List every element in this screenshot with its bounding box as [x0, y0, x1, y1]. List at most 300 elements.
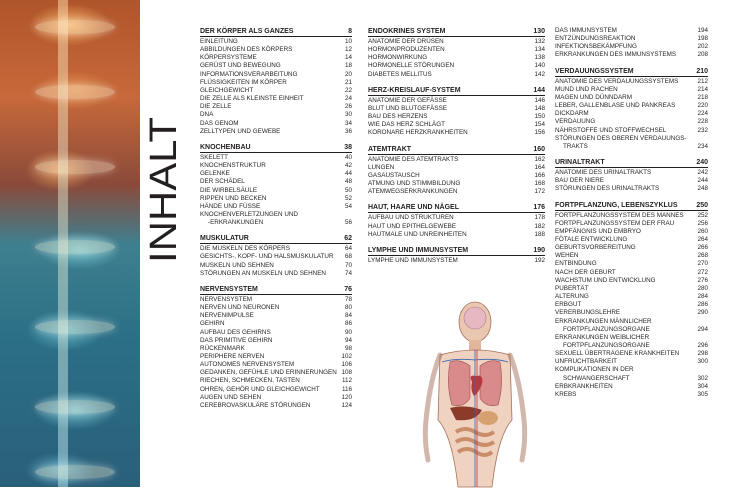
- stomach-shape: [478, 411, 498, 425]
- entry-page-number: 266: [697, 244, 708, 252]
- entry-title: GELENKE: [200, 170, 230, 178]
- toc-chapter-heading[interactable]: [200, 27, 352, 37]
- entry-page-number: 12: [344, 46, 352, 54]
- entry-title: FORTPFLANZUNGSSYSTEM DES MANNES: [555, 211, 684, 219]
- toc-entry[interactable]: [555, 78, 708, 86]
- chapter-page-number: 176: [533, 204, 545, 212]
- toc-entry[interactable]: [368, 223, 545, 231]
- entry-title: RIPPEN UND BECKEN: [200, 194, 267, 202]
- toc-chapter-heading[interactable]: [368, 203, 545, 213]
- entry-page-number: 48: [344, 178, 352, 186]
- entry-page-number: 102: [341, 353, 352, 360]
- entry-title: PERIPHERE NERVEN: [200, 353, 265, 360]
- entry-page-number: 44: [344, 170, 352, 178]
- entry-page-number: 260: [697, 227, 708, 235]
- entry-title: GASAUSTAUSCH: [368, 171, 420, 179]
- toc-entry[interactable]: [200, 320, 352, 328]
- entry-page-number: 228: [697, 118, 708, 126]
- entry-page-number: 276: [697, 276, 708, 284]
- toc-entry[interactable]: [200, 219, 352, 227]
- brain-shape: [464, 307, 486, 329]
- chapter-page-number: 210: [696, 67, 708, 75]
- entry-title: STÖRUNGEN DES URINALTRAKTS: [555, 185, 660, 193]
- entry-page-number: 70: [344, 261, 352, 269]
- toc-entry[interactable]: [200, 211, 352, 219]
- entry-title: ATMUNG UND STIMMBILDUNG: [368, 180, 461, 188]
- toc-entry[interactable]: [555, 342, 708, 350]
- entry-page-number: 198: [697, 35, 708, 43]
- entry-title: STÖRUNGEN DES OBEREN VERDAUUNGS-: [555, 134, 687, 142]
- entry-page-number: 74: [344, 269, 352, 277]
- entry-page-number: 68: [344, 253, 352, 261]
- chapter-page-number: 190: [533, 246, 545, 254]
- chapter-page-number: 160: [533, 145, 545, 153]
- entry-page-number: 30: [344, 111, 352, 119]
- vertebra: [35, 20, 115, 34]
- toc-section: [200, 285, 352, 410]
- vertebra: [35, 240, 115, 254]
- entry-title: RIECHEN, SCHMECKEN, TASTEN: [200, 377, 300, 385]
- toc-section: [368, 203, 545, 238]
- toc-entry[interactable]: [200, 103, 352, 111]
- entry-page-number: 18: [344, 62, 352, 70]
- anatomy-illustration: [420, 300, 530, 487]
- toc-entry[interactable]: [555, 326, 708, 334]
- toc-chapter-heading[interactable]: [368, 27, 545, 37]
- toc-entry[interactable]: [200, 253, 352, 261]
- entry-title: INFEKTIONSBEKÄMPFUNG: [555, 43, 637, 51]
- toc-entry[interactable]: [555, 350, 708, 358]
- entry-page-number: 116: [341, 385, 352, 393]
- page-title-text: INHALT: [143, 130, 185, 263]
- entry-page-number: 268: [697, 252, 708, 260]
- entry-title: ERKRANKUNGEN DES IMMUNSYSTEMS: [555, 51, 677, 59]
- toc-chapter-heading[interactable]: [555, 67, 708, 77]
- toc-entry[interactable]: [555, 43, 708, 51]
- entry-title: ABBILDUNGEN DES KÖRPERS: [200, 46, 293, 54]
- entry-page-number: 84: [344, 312, 352, 320]
- toc-entry[interactable]: [555, 212, 708, 220]
- toc-entry[interactable]: [200, 353, 352, 361]
- toc-entry[interactable]: [200, 95, 352, 103]
- entry-title: DAS IMMUNSYSTEM: [555, 27, 617, 34]
- entry-page-number: 280: [697, 284, 708, 292]
- entry-title: ANATOMIE DES URINALTRAKTS: [555, 169, 652, 177]
- entry-title: HORMONELLE STÖRUNGEN: [368, 62, 455, 70]
- entry-title: FORTPFLANZUNGSORGANE: [563, 325, 650, 333]
- toc-column-3: [555, 27, 708, 406]
- chapter-title: ENDOKRINES SYSTEM: [368, 28, 446, 35]
- entry-title: HORMONPRODUZENTEN: [368, 46, 445, 54]
- spine-xray-photo: [0, 0, 140, 487]
- toc-entry[interactable]: [200, 187, 352, 195]
- toc-entry[interactable]: [555, 102, 708, 110]
- entry-page-number: 40: [344, 153, 352, 161]
- entry-title: ERKRANKUNGEN WEIBLICHER: [555, 333, 650, 341]
- entry-page-number: 182: [534, 222, 545, 230]
- entry-title: ATEMWEGSERKRANKUNGEN: [368, 188, 458, 196]
- toc-entry[interactable]: [200, 270, 352, 278]
- entry-title: AUFBAU DES GEHIRNS: [200, 328, 271, 336]
- entry-title: VERDAUUNG: [555, 118, 596, 126]
- toc-chapter-heading[interactable]: [368, 145, 545, 155]
- entry-page-number: 56: [344, 219, 352, 227]
- entry-title: HAUTMALE UND UNREINHEITEN: [368, 230, 467, 238]
- toc-entry[interactable]: [555, 228, 708, 236]
- entry-page-number: 300: [697, 358, 708, 366]
- toc-chapter-heading[interactable]: [200, 285, 352, 295]
- entry-title: INFORMATIONSVERARBEITUNG: [200, 70, 298, 78]
- entry-title: RÜCKENMARK: [200, 344, 245, 352]
- vertebra: [35, 85, 115, 99]
- toc-section: [555, 158, 708, 193]
- chapter-page-number: 250: [696, 201, 708, 209]
- toc-entry[interactable]: [555, 269, 708, 277]
- toc-section: [368, 145, 545, 197]
- entry-title: DIE ZELLE ALS KLEINSTE EINHEIT: [200, 95, 304, 103]
- toc-section: [200, 234, 352, 278]
- entry-title: HÄNDE UND FÜSSE: [200, 202, 261, 210]
- toc-entry[interactable]: [555, 220, 708, 228]
- entry-page-number: 106: [341, 361, 352, 369]
- vertebra: [35, 465, 115, 479]
- toc-entry[interactable]: [555, 244, 708, 252]
- toc-entry[interactable]: [200, 304, 352, 312]
- entry-title: ZELLTYPEN UND GEWEBE: [200, 127, 281, 135]
- entry-title: ANATOMIE DER DRÜSEN: [368, 38, 444, 45]
- entry-title: DER SCHÄDEL: [200, 178, 245, 186]
- toc-entry[interactable]: [200, 296, 352, 304]
- entry-title: MUSKELN UND SEHNEN: [200, 261, 274, 269]
- entry-page-number: 90: [344, 328, 352, 336]
- entry-title: FORTPFLANZUNGSORGANE: [563, 342, 650, 349]
- vertebra: [35, 160, 115, 174]
- toc-entry[interactable]: [555, 94, 708, 102]
- entry-page-number: 212: [697, 77, 708, 85]
- entry-title: STÖRUNGEN AN MUSKELN UND SEHNEN: [200, 269, 326, 277]
- entry-page-number: 296: [697, 342, 708, 349]
- entry-title: WACHSTUM UND ENTWICKLUNG: [555, 276, 656, 284]
- toc-chapter-heading[interactable]: [200, 234, 352, 244]
- entry-title: ERKRANKUNGEN MÄNNLICHER: [555, 317, 652, 325]
- toc-entry[interactable]: [200, 312, 352, 320]
- toc-entry[interactable]: [555, 185, 708, 193]
- entry-title: LUNGEN: [368, 163, 395, 171]
- entry-title: -ERKRANKUNGEN: [208, 219, 264, 227]
- entry-title: GLEICHGEWICHT: [200, 86, 254, 94]
- entry-title: FLÜSSIGKEITEN IM KÖRPER: [200, 78, 287, 86]
- toc-section: [368, 86, 545, 138]
- toc-entry[interactable]: [555, 236, 708, 244]
- entry-page-number: 252: [697, 211, 708, 219]
- entry-title: HAUT UND EPITHELGEWEBE: [368, 222, 457, 230]
- toc-entry[interactable]: [555, 293, 708, 301]
- toc-entry[interactable]: [200, 195, 352, 203]
- entry-page-number: 162: [534, 155, 545, 163]
- toc-entry[interactable]: [555, 318, 708, 326]
- entry-page-number: 256: [697, 219, 708, 227]
- chapter-title: VERDAUUNGSSYSTEM: [555, 67, 634, 75]
- entry-page-number: 194: [697, 27, 708, 34]
- toc-entry[interactable]: [200, 369, 352, 377]
- toc-entry[interactable]: [368, 62, 545, 70]
- toc-entry[interactable]: [200, 178, 352, 186]
- entry-title: HORMONWIRKUNG: [368, 54, 428, 62]
- entry-page-number: 148: [534, 104, 545, 112]
- entry-title: DIE MUSKELN DES KÖRPERS: [200, 245, 290, 253]
- entry-page-number: 214: [697, 85, 708, 93]
- toc-entry[interactable]: [200, 162, 352, 170]
- toc-section: [555, 27, 708, 60]
- toc-entry[interactable]: [200, 386, 352, 394]
- toc-entry[interactable]: [200, 87, 352, 95]
- toc-entry[interactable]: [200, 79, 352, 87]
- entry-title: ENTBINDUNG: [555, 260, 597, 268]
- toc-entry[interactable]: [555, 86, 708, 94]
- entry-title: KOMPLIKATIONEN IN DER: [555, 366, 634, 374]
- chapter-page-number: 240: [696, 159, 708, 167]
- entry-page-number: 50: [344, 186, 352, 194]
- toc-entry[interactable]: [555, 301, 708, 309]
- toc-chapter-heading[interactable]: [555, 158, 708, 168]
- entry-page-number: 284: [697, 293, 708, 301]
- entry-title: KORONARE HERZKRANKHEITEN: [368, 129, 468, 137]
- toc-entry[interactable]: [200, 329, 352, 337]
- toc-entry[interactable]: [368, 97, 545, 105]
- toc-chapter-heading[interactable]: [200, 143, 352, 153]
- toc-entry[interactable]: [555, 391, 708, 399]
- entry-title: GEBURTSVORBEREITUNG: [555, 244, 636, 252]
- entry-page-number: 64: [344, 245, 352, 253]
- entry-page-number: 242: [697, 169, 708, 177]
- page-title: [143, 115, 185, 265]
- toc-entry[interactable]: [368, 180, 545, 188]
- toc-entry[interactable]: [200, 111, 352, 119]
- toc-column-1: [200, 27, 352, 417]
- entry-title: SCHWANGERSCHAFT: [563, 374, 630, 382]
- toc-entry[interactable]: [368, 156, 545, 164]
- toc-entry[interactable]: [200, 402, 352, 410]
- toc-chapter-heading[interactable]: [368, 246, 545, 256]
- entry-title: KREBS: [555, 390, 577, 398]
- toc-entry[interactable]: [200, 71, 352, 79]
- toc-entry[interactable]: [555, 27, 708, 35]
- entry-page-number: 98: [344, 344, 352, 352]
- entry-title: NERVENIMPULSE: [200, 312, 254, 320]
- toc-entry[interactable]: [555, 118, 708, 126]
- entry-title: BAU DER NIERE: [555, 177, 604, 185]
- toc-entry[interactable]: [555, 127, 708, 135]
- chapter-title: DER KÖRPER ALS GANZES: [200, 28, 294, 35]
- entry-page-number: 244: [697, 177, 708, 185]
- entry-title: ANATOMIE DER GEFÄSSE: [368, 96, 447, 104]
- toc-entry[interactable]: [555, 366, 708, 374]
- toc-entry[interactable]: [200, 245, 352, 253]
- entry-title: NACH DER GEBURT: [555, 268, 616, 276]
- entry-title: AUTONOMES NERVENSYSTEM: [200, 361, 295, 369]
- entry-page-number: 304: [697, 382, 708, 390]
- toc-chapter-heading[interactable]: [555, 201, 708, 211]
- chapter-title: HERZ-KREISLAUF-SYSTEM: [368, 86, 461, 94]
- toc-entry[interactable]: [368, 129, 545, 137]
- entry-page-number: 21: [344, 78, 352, 86]
- toc-entry[interactable]: [200, 62, 352, 70]
- entry-title: WIE DAS HERZ SCHLÄGT: [368, 121, 445, 129]
- toc-section: [555, 67, 708, 151]
- entry-title: ERBGUT: [555, 301, 582, 309]
- entry-title: WEHEN: [555, 252, 579, 260]
- toc-chapter-heading[interactable]: [368, 86, 545, 96]
- entry-title: OHREN, GEHÖR UND GLEICHGEWICHT: [200, 385, 320, 393]
- entry-title: MAGEN UND DÜNNDARM: [555, 93, 632, 101]
- toc-entry[interactable]: [368, 188, 545, 196]
- entry-page-number: 14: [344, 54, 352, 62]
- toc-entry[interactable]: [200, 120, 352, 128]
- entry-title: MUND UND RACHEN: [555, 85, 618, 93]
- chapter-title: FORTPFLANZUNG, LEBENSZYKLUS: [555, 201, 678, 209]
- toc-entry[interactable]: [368, 164, 545, 172]
- entry-page-number: 142: [534, 70, 545, 78]
- toc-section: [200, 143, 352, 227]
- entry-title: DAS GENOM: [200, 119, 239, 127]
- chapter-page-number: 76: [344, 285, 352, 293]
- entry-page-number: 218: [697, 93, 708, 101]
- toc-entry[interactable]: [555, 285, 708, 293]
- entry-title: NERVEN UND NEURONEN: [200, 304, 280, 312]
- entry-title: ANATOMIE DES ATEMTRAKTS: [368, 155, 459, 163]
- entry-page-number: 298: [697, 350, 708, 358]
- entry-page-number: 138: [534, 54, 545, 62]
- entry-page-number: 34: [344, 119, 352, 127]
- entry-title: DAS PRIMITIVE GEHIRN: [200, 336, 273, 344]
- chapter-title: LYMPHE UND IMMUNSYSTEM: [368, 246, 469, 254]
- entry-title: BLUT UND BLUTGEFÄSSE: [368, 104, 447, 112]
- entry-title: TRAKTS: [563, 142, 588, 150]
- entry-title: DIE WIRBELSÄULE: [200, 186, 258, 194]
- toc-entry[interactable]: [555, 110, 708, 118]
- entry-title: FORTPFLANZUNGSSYSTEM DER FRAU: [555, 219, 675, 227]
- toc-entry[interactable]: [368, 38, 545, 46]
- toc-section: [555, 201, 708, 400]
- toc-entry[interactable]: [200, 262, 352, 270]
- entry-title: ERBKRANKHEITEN: [555, 382, 613, 390]
- entry-page-number: 132: [534, 38, 545, 45]
- toc-entry[interactable]: [368, 71, 545, 79]
- toc-entry[interactable]: [368, 121, 545, 129]
- toc-entry[interactable]: [555, 252, 708, 260]
- toc-entry[interactable]: [200, 377, 352, 385]
- chapter-title: MUSKULATUR: [200, 235, 249, 243]
- toc-entry[interactable]: [200, 128, 352, 136]
- entry-title: LYMPHE UND IMMUNSYSTEM: [368, 256, 458, 264]
- toc-entry[interactable]: [368, 231, 545, 239]
- entry-page-number: 286: [697, 301, 708, 309]
- entry-page-number: 146: [534, 96, 545, 104]
- toc-entry[interactable]: [368, 105, 545, 113]
- toc-entry[interactable]: [555, 51, 708, 59]
- toc-entry[interactable]: [368, 172, 545, 180]
- entry-page-number: 208: [697, 51, 708, 59]
- entry-page-number: 248: [697, 185, 708, 193]
- toc-entry[interactable]: [555, 135, 708, 143]
- toc-entry[interactable]: [200, 203, 352, 211]
- toc-entry[interactable]: [200, 154, 352, 162]
- entry-page-number: 94: [344, 336, 352, 344]
- toc-entry[interactable]: [555, 143, 708, 151]
- entry-title: AUFBAU UND STRUKTUREN: [368, 214, 454, 222]
- entry-title: SEXUELL ÜBERTRAGENE KRANKHEITEN: [555, 350, 680, 358]
- toc-entry[interactable]: [368, 257, 545, 265]
- entry-title: DNA: [200, 111, 214, 119]
- chapter-title: KNOCHENBAU: [200, 143, 251, 151]
- toc-column-2: [368, 27, 545, 272]
- chapter-page-number: 62: [344, 235, 352, 243]
- toc-entry[interactable]: [368, 214, 545, 222]
- entry-page-number: 270: [697, 260, 708, 268]
- toc-entry[interactable]: [555, 260, 708, 268]
- entry-page-number: 272: [697, 268, 708, 276]
- toc-entry[interactable]: [200, 337, 352, 345]
- toc-section: [368, 27, 545, 79]
- chapter-title: NERVENSYSTEM: [200, 285, 258, 293]
- toc-section: [200, 27, 352, 136]
- entry-page-number: 10: [344, 38, 352, 45]
- entry-page-number: 294: [697, 325, 708, 333]
- entry-title: BAU DES HERZENS: [368, 113, 428, 121]
- entry-page-number: 54: [344, 202, 352, 210]
- entry-page-number: 178: [534, 214, 545, 222]
- toc-entry[interactable]: [200, 394, 352, 402]
- entry-title: UNFRUCHTBARKEIT: [555, 358, 617, 366]
- chapter-page-number: 144: [533, 86, 545, 94]
- toc-entry[interactable]: [555, 169, 708, 177]
- entry-page-number: 124: [341, 401, 352, 409]
- entry-title: ENTZÜNDUNGSREAKTION: [555, 35, 636, 43]
- entry-page-number: 164: [534, 163, 545, 171]
- entry-title: KNOCHENVERLETZUNGEN UND: [200, 210, 298, 218]
- entry-page-number: 302: [697, 374, 708, 382]
- entry-title: GEDANKEN, GEFÜHLE UND ERINNERUNGEN: [200, 369, 337, 377]
- entry-title: EINLEITUNG: [200, 38, 238, 45]
- entry-page-number: 172: [534, 188, 545, 196]
- entry-title: VERERBUNGSLEHRE: [555, 309, 621, 317]
- toc-entry[interactable]: [555, 334, 708, 342]
- toc-entry[interactable]: [555, 375, 708, 383]
- toc-entry[interactable]: [555, 309, 708, 317]
- entry-title: ANATOMIE DES VERDAUUNGSSYSTEMS: [555, 77, 679, 85]
- entry-title: KNOCHENSTRUKTUR: [200, 162, 266, 170]
- entry-page-number: 80: [344, 304, 352, 312]
- entry-title: GEHIRN: [200, 320, 225, 328]
- entry-title: SKELETT: [200, 153, 228, 161]
- toc-entry[interactable]: [368, 46, 545, 54]
- chapter-title: HAUT, HAARE UND NÄGEL: [368, 204, 459, 212]
- entry-page-number: 26: [344, 103, 352, 111]
- toc-entry[interactable]: [200, 38, 352, 46]
- toc-entry[interactable]: [555, 358, 708, 366]
- entry-page-number: 166: [534, 171, 545, 179]
- entry-page-number: 188: [534, 230, 545, 238]
- toc-entry[interactable]: [200, 345, 352, 353]
- chapter-title: URINALTRAKT: [555, 159, 605, 167]
- entry-title: FÖTALE ENTWICKLUNG: [555, 235, 628, 243]
- entry-title: PUBERTÄT: [555, 284, 589, 292]
- toc-entry[interactable]: [555, 277, 708, 285]
- entry-page-number: 290: [697, 309, 708, 317]
- toc-entry[interactable]: [555, 383, 708, 391]
- entry-page-number: 20: [344, 70, 352, 78]
- entry-page-number: 112: [341, 377, 352, 385]
